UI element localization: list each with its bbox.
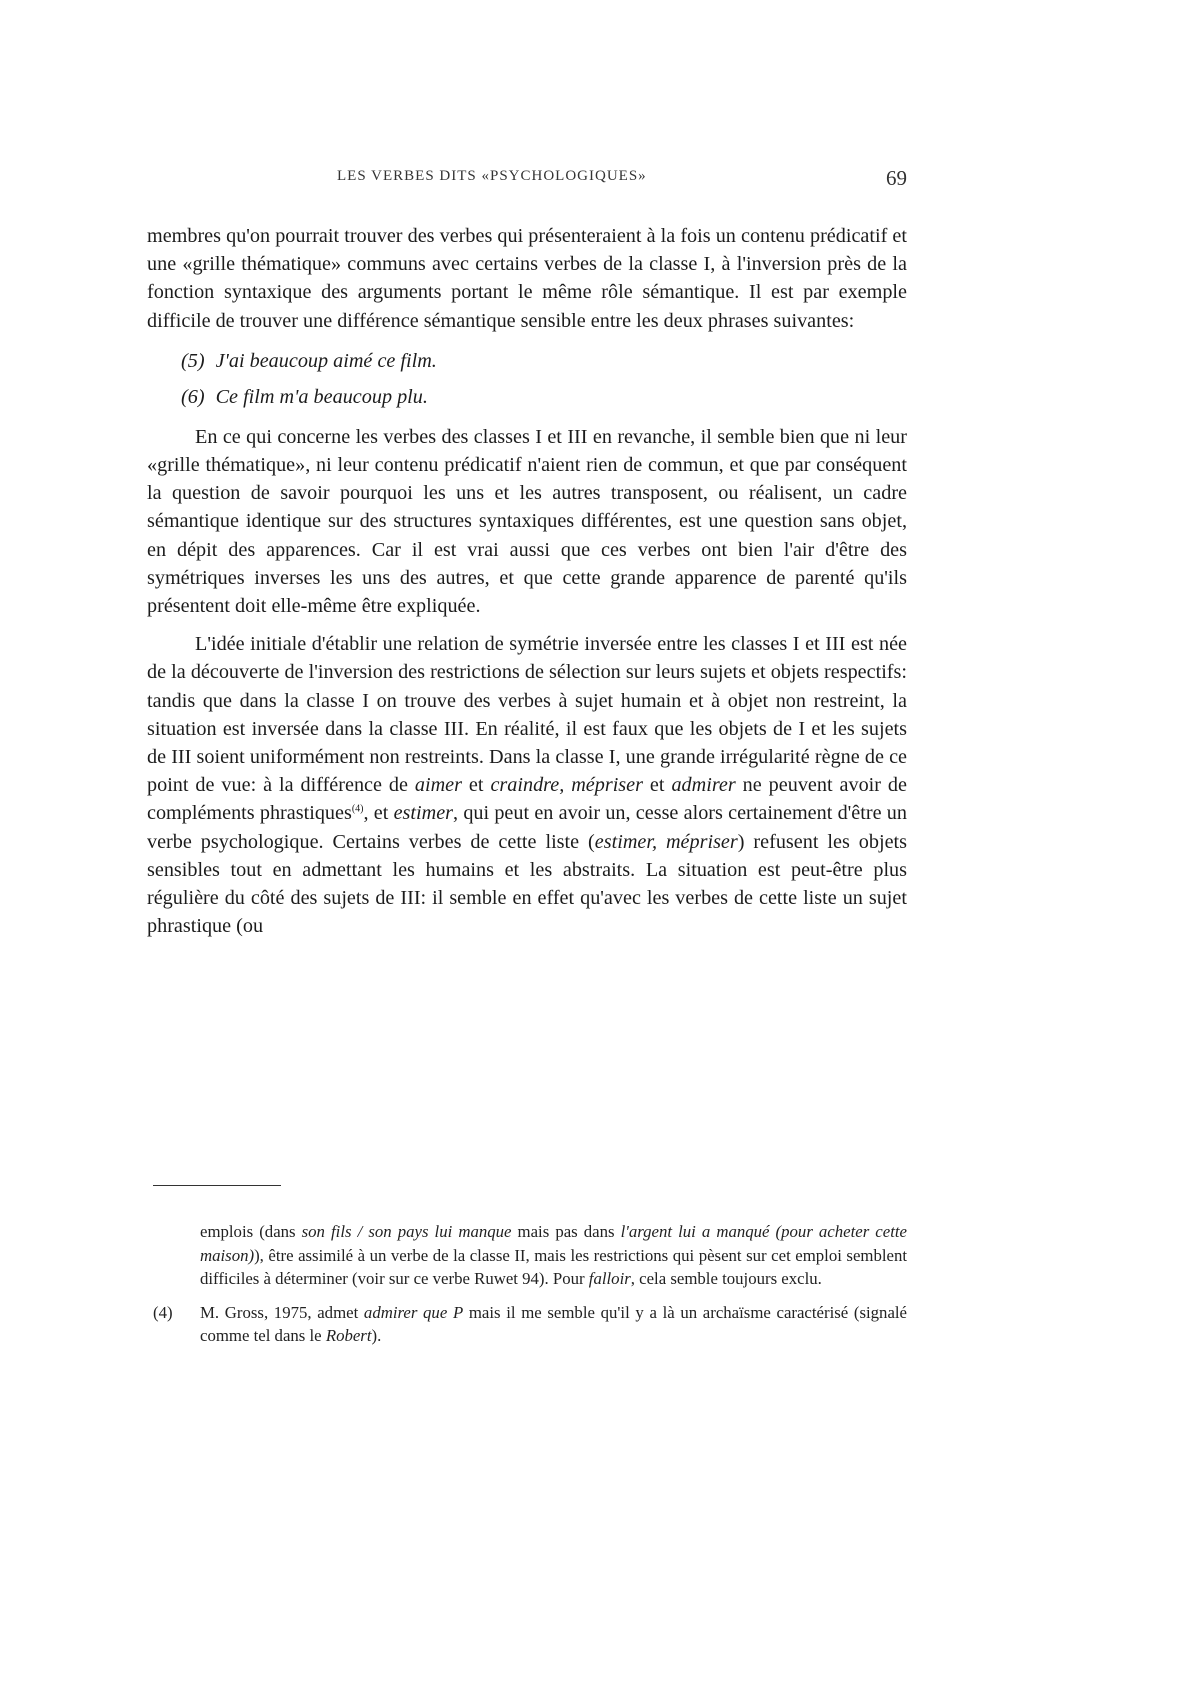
italic-term: estimer, mépriser: [594, 830, 738, 853]
footnotes: [153, 1220, 907, 1348]
text-segment: et: [462, 774, 491, 797]
text-segment: emplois (dans: [200, 1222, 302, 1241]
text-segment: ne peuvent avoir de compléments phrastiques: [147, 774, 907, 825]
text-segment: mais il me semble qu'il y a là un archaïsme caractérisé (signalé comme tel dans le: [200, 1302, 908, 1346]
example-list: [147, 347, 907, 411]
running-title: LES VERBES DITS «PSYCHOLOGIQUES»: [337, 168, 647, 184]
italic-term: admirer: [671, 774, 736, 797]
footnote-4: [153, 1301, 907, 1348]
paragraph-3: [147, 630, 907, 940]
text-segment: , et: [363, 802, 394, 825]
paragraph-2: En ce qui concerne les verbes des classes I et III en revanche, il semble bien que ni leur «grille thématique», ni leur contenu prédicatif n'aient rien de commun, et que par conséquent la question de savoir pourquoi les uns et les autres transposent, ou réalisent, un cadre sémantique identique sur des structures syntaxiques différentes, est une question sans objet, en dépit des apparences. Car il est vrai aussi que ces verbes ont bien l'air d'être des symétriques inverses les uns des autres, et que cette grande apparence de parenté qu'ils présentent doit elle-même être expliquée.: [147, 425, 907, 618]
text-segment: ).: [371, 1326, 382, 1346]
footnote-ref[interactable]: (4): [351, 803, 364, 815]
italic-term: falloir: [588, 1269, 631, 1289]
text-segment: mais pas dans: [511, 1222, 621, 1241]
italic-term: craindre, mépriser: [490, 774, 643, 797]
text-segment: ) refusent les objets sensibles tout en admettant les humains et les abstraits. La situation est peut-être plus régulière du côté des sujets de III: il semble en effet qu'avec les verbes de cette liste un sujet phrastique (ou: [147, 830, 907, 938]
text-segment: ), être assimilé à un verbe de la classe II, mais les restrictions qui pèsent sur cet emploi semblent difficiles à déterminer (voir sur ce verbe Ruwet 94). Pour: [200, 1245, 907, 1289]
footnote-number: (4): [153, 1302, 173, 1322]
footnote-continuation: [200, 1220, 907, 1291]
text-segment: , qui peut en avoir un, cesse alors certainement d'être un verbe psychologique. Certains verbes de cette liste (: [147, 802, 907, 853]
example-number: (6): [181, 385, 205, 408]
footnote-text: [200, 1301, 907, 1348]
text-segment: et: [642, 774, 672, 797]
italic-term: l'argent lui a manqué (pour acheter cette maison): [200, 1222, 907, 1265]
italic-term: Robert: [325, 1326, 372, 1346]
italic-term: son fils / son pays lui manque: [301, 1222, 512, 1241]
example-text: J'ai beaucoup aimé ce film.: [215, 349, 437, 372]
running-head: [147, 168, 907, 198]
example-number: (5): [181, 349, 205, 372]
example-6: [181, 383, 907, 411]
text-segment: , cela semble toujours exclu.: [630, 1269, 822, 1289]
example-text: Ce film m'a beaucoup plu.: [215, 385, 428, 408]
italic-term: admirer que P: [363, 1302, 464, 1322]
page-number: 69: [886, 166, 907, 190]
text-segment: M. Gross, 1975, admet: [200, 1302, 364, 1322]
example-5: [181, 347, 907, 375]
italic-term: estimer: [393, 802, 454, 825]
main-text: [147, 222, 907, 940]
paragraph-1: membres qu'on pourrait trouver des verbes qui présenteraient à la fois un contenu prédicatif et une «grille thématique» communs avec certains verbes de la classe I, à l'inversion près de la fonction syntaxique des arguments portant le même rôle sémantique. Il est par exemple difficile de trouver une différence sémantique sensible entre les deux phrases suivantes:: [147, 225, 907, 332]
italic-term: aimer: [414, 774, 462, 797]
text-segment: L'idée initiale d'établir une relation de symétrie inversée entre les classes I et III est née de la découverte de l'inversion des restrictions de sélection sur leurs sujets et objets respectifs: tandis que dans la classe I on trouve des verbes à sujet humain et à objet non restreint, la situation est inversée dans la classe III. En réalité, il est faux que les objets de I et les sujets de III soient uniformément non restreints. Dans la classe I, une grande irrégularité règne de ce point de vue: à la différence de: [147, 633, 907, 797]
footnote-rule: [153, 1185, 281, 1186]
